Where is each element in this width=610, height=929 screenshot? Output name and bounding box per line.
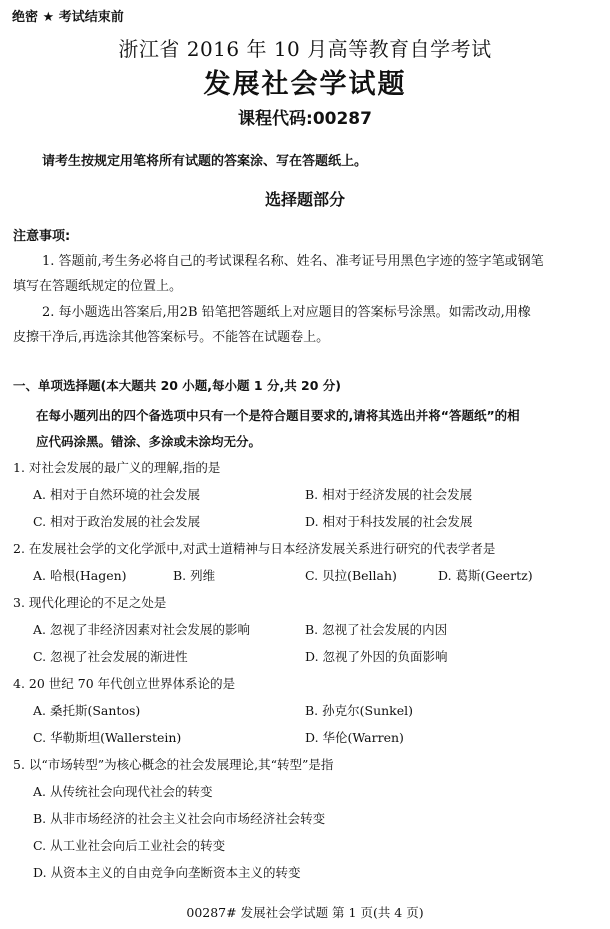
question-stem: 5. 以“市场转型”为核心概念的社会发展理论,其“转型”是指 — [13, 757, 334, 772]
question-option: C. 相对于政治发展的社会发展 — [33, 514, 201, 529]
question-option: D. 葛斯(Geertz) — [438, 568, 533, 583]
notice-item-2-line-2: 皮擦干净后,再选涂其他答案标号。不能答在试题卷上。 — [13, 330, 330, 345]
question-option: C. 华勒斯坦(Wallerstein) — [33, 730, 182, 745]
notice-item-1-line-2: 填写在答题纸规定的位置上。 — [13, 279, 183, 294]
question-option: A. 桑托斯(Santos) — [33, 703, 141, 718]
question-option: A. 从传统社会向现代社会的转变 — [33, 784, 213, 799]
answer-instruction: 请考生按规定用笔将所有试题的答案涂、写在答题纸上。 — [42, 154, 368, 169]
exam-title: 发展社会学试题 — [203, 69, 407, 100]
question-option: A. 相对于自然环境的社会发展 — [33, 487, 200, 502]
exam-organization: 浙江省 2016 年 10 月高等教育自学考试 — [118, 37, 492, 61]
question-option: C. 从工业社会向后工业社会的转变 — [33, 838, 226, 853]
question-option: C. 忽视了社会发展的渐进性 — [33, 649, 188, 664]
question-option: D. 相对于科技发展的社会发展 — [305, 514, 473, 529]
question-option: B. 忽视了社会发展的内因 — [305, 622, 448, 637]
question-option: D. 从资本主义的自由竞争向垄断资本主义的转变 — [33, 865, 301, 880]
question-option: D. 忽视了外因的负面影响 — [305, 649, 448, 664]
notice-item-1-line-1: 1. 答题前,考生务必将自己的考试课程名称、姓名、准考证号用黑色字迹的签字笔或钢笔 — [42, 254, 544, 269]
notice-heading: 注意事项: — [13, 229, 71, 244]
question-stem: 3. 现代化理论的不足之处是 — [13, 595, 167, 610]
question-stem: 2. 在发展社会学的文化学派中,对武士道精神与日本经济发展关系进行研究的代表学者是 — [13, 541, 496, 556]
question-option: A. 哈根(Hagen) — [33, 568, 127, 583]
page-footer: 00287# 发展社会学试题 第 1 页(共 4 页) — [186, 905, 424, 920]
secret-mark: 绝密 ★ 考试结束前 — [12, 10, 124, 25]
section-note-line-2: 应代码涂黑。错涂、多涂或未涂均无分。 — [36, 434, 262, 449]
question-stem: 4. 20 世纪 70 年代创立世界体系论的是 — [13, 676, 236, 691]
question-stem: 1. 对社会发展的最广义的理解,指的是 — [13, 460, 221, 475]
question-option: C. 贝拉(Bellah) — [305, 568, 397, 583]
question-option: D. 华伦(Warren) — [305, 730, 404, 745]
section-note-line-1: 在每小题列出的四个备选项中只有一个是符合题目要求的,请将其选出并将“答题纸”的相 — [36, 408, 520, 423]
question-option: B. 孙克尔(Sunkel) — [305, 703, 414, 718]
notice-item-2-line-1: 2. 每小题选出答案后,用2B 铅笔把答题纸上对应题目的答案标号涂黑。如需改动,用橡 — [42, 305, 531, 320]
question-option: B. 相对于经济发展的社会发展 — [305, 487, 473, 502]
section-heading: 一、单项选择题(本大题共 20 小题,每小题 1 分,共 20 分) — [13, 378, 342, 393]
question-option: B. 列维 — [173, 568, 216, 583]
course-code: 课程代码:00287 — [238, 109, 372, 129]
question-option: A. 忽视了非经济因素对社会发展的影响 — [33, 622, 250, 637]
part-title: 选择题部分 — [264, 190, 345, 209]
question-option: B. 从非市场经济的社会主义社会向市场经济社会转变 — [33, 811, 326, 826]
